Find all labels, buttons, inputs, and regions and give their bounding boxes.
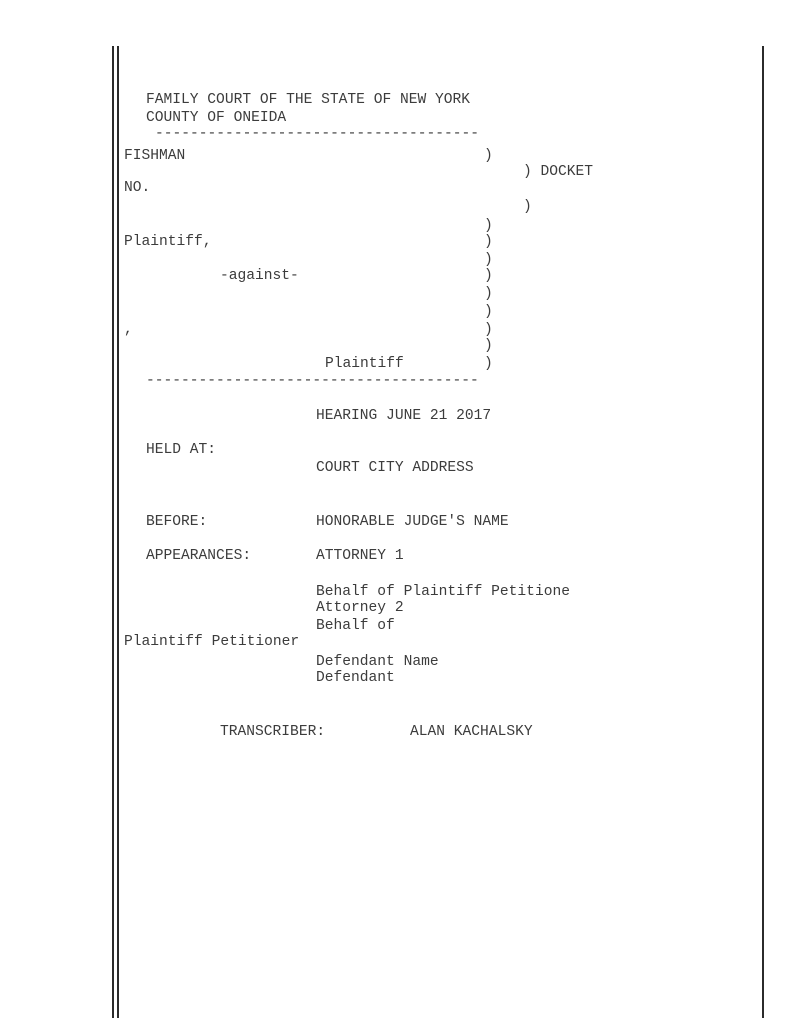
- paren-5: ): [484, 252, 493, 268]
- transcriber-value: ALAN KACHALSKY: [410, 724, 533, 740]
- right-margin-rule: [762, 46, 764, 1018]
- no-label: NO.: [124, 180, 151, 196]
- paren-7: ): [484, 286, 493, 302]
- attorney-1: ATTORNEY 1: [316, 548, 404, 564]
- plaintiff-bottom: Plaintiff: [325, 356, 404, 372]
- court-name: FAMILY COURT OF THE STATE OF NEW YORK: [146, 92, 471, 108]
- county-name: COUNTY OF ONEIDA: [146, 110, 287, 126]
- paren-3: ): [484, 218, 493, 234]
- defendant-label: Defendant: [316, 670, 395, 686]
- plaintiff-label: Plaintiff,: [124, 234, 212, 250]
- behalf-2-cont: Plaintiff Petitioner: [124, 634, 300, 650]
- paren-2: ): [523, 199, 532, 215]
- paren-11: ): [484, 356, 493, 372]
- held-at-label: HELD AT:: [146, 442, 217, 458]
- paren-1: ): [484, 148, 493, 164]
- held-at-value: COURT CITY ADDRESS: [316, 460, 474, 476]
- paren-8: ): [484, 304, 493, 320]
- paren-10: ): [484, 338, 493, 354]
- bottom-divider: --------------------------------------: [146, 373, 479, 389]
- paren-4: ): [484, 234, 493, 250]
- hearing-title: HEARING JUNE 21 2017: [316, 408, 492, 424]
- left-margin-rule-inner: [117, 46, 119, 1018]
- before-value: HONORABLE JUDGE'S NAME: [316, 514, 509, 530]
- attorney-2: Attorney 2: [316, 600, 404, 616]
- paren-6: ): [484, 268, 493, 284]
- party-name: FISHMAN: [124, 148, 186, 164]
- paren-9: ): [484, 322, 493, 338]
- defendant-name: Defendant Name: [316, 654, 439, 670]
- comma-mark: ,: [124, 322, 133, 338]
- before-label: BEFORE:: [146, 514, 208, 530]
- docket-label: ) DOCKET: [523, 164, 594, 180]
- transcriber-label: TRANSCRIBER:: [220, 724, 326, 740]
- behalf-1: Behalf of Plaintiff Petitione: [316, 584, 570, 600]
- left-margin-rule-outer: [112, 46, 114, 1018]
- behalf-2: Behalf of: [316, 618, 395, 634]
- appearances-label: APPEARANCES:: [146, 548, 252, 564]
- top-divider: -------------------------------------: [155, 126, 480, 142]
- against-label: -against-: [220, 268, 299, 284]
